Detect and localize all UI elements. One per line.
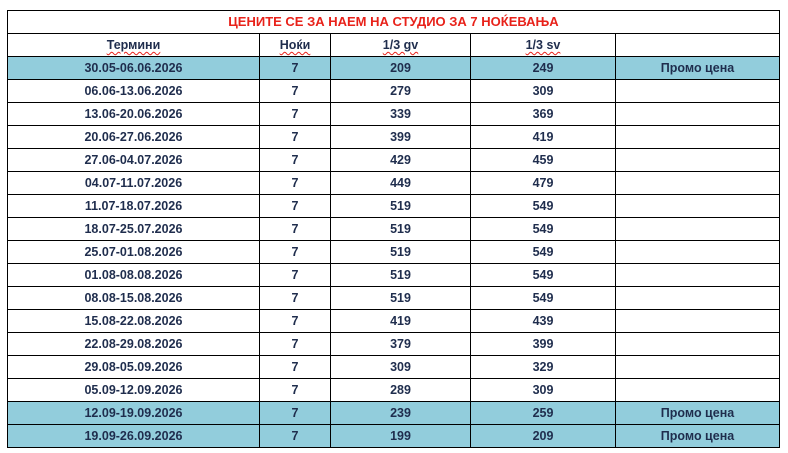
nights-cell: 7 [260, 425, 331, 448]
period-cell: 30.05-06.06.2026 [8, 57, 260, 80]
price-gv-cell: 519 [331, 287, 471, 310]
nights-cell: 7 [260, 103, 331, 126]
price-gv-cell: 379 [331, 333, 471, 356]
period-cell: 27.06-04.07.2026 [8, 149, 260, 172]
table-row [8, 103, 780, 126]
price-gv-cell: 419 [331, 310, 471, 333]
price-gv-cell: 519 [331, 195, 471, 218]
period-cell: 22.08-29.08.2026 [8, 333, 260, 356]
price-sv-cell: 549 [471, 195, 616, 218]
period-cell: 29.08-05.09.2026 [8, 356, 260, 379]
nights-cell: 7 [260, 241, 331, 264]
table-title: ЦЕНИТЕ СЕ ЗА НАЕМ НА СТУДИО ЗА 7 НОЌЕВАЊА [8, 11, 780, 34]
price-sv-cell: 549 [471, 264, 616, 287]
period-cell: 25.07-01.08.2026 [8, 241, 260, 264]
note-cell [616, 195, 780, 218]
price-table [7, 10, 780, 448]
price-sv-cell: 549 [471, 287, 616, 310]
price-sv-cell: 419 [471, 126, 616, 149]
note-cell [616, 356, 780, 379]
price-sv-cell: 209 [471, 425, 616, 448]
nights-cell: 7 [260, 195, 331, 218]
price-gv-cell: 309 [331, 356, 471, 379]
note-cell [616, 379, 780, 402]
note-cell [616, 126, 780, 149]
price-sv-cell: 309 [471, 80, 616, 103]
table-row [8, 241, 780, 264]
price-gv-cell: 289 [331, 379, 471, 402]
period-cell: 11.07-18.07.2026 [8, 195, 260, 218]
table-row [8, 379, 780, 402]
period-cell: 15.08-22.08.2026 [8, 310, 260, 333]
nights-cell: 7 [260, 379, 331, 402]
note-cell [616, 333, 780, 356]
header-note [616, 34, 780, 57]
price-gv-cell: 429 [331, 149, 471, 172]
header-period [8, 34, 260, 57]
note-cell [616, 241, 780, 264]
header-period-label: Термини [106, 38, 161, 52]
period-cell: 01.08-08.08.2026 [8, 264, 260, 287]
table-row [8, 356, 780, 379]
note-cell: Промо цена [616, 425, 780, 448]
price-gv-cell: 519 [331, 264, 471, 287]
note-cell [616, 264, 780, 287]
nights-cell: 7 [260, 402, 331, 425]
nights-cell: 7 [260, 126, 331, 149]
price-gv-cell: 279 [331, 80, 471, 103]
nights-cell: 7 [260, 264, 331, 287]
header-price-gv-label: 1/3 gv [382, 38, 419, 52]
price-gv-cell: 339 [331, 103, 471, 126]
nights-cell: 7 [260, 287, 331, 310]
period-cell: 18.07-25.07.2026 [8, 218, 260, 241]
period-cell: 12.09-19.09.2026 [8, 402, 260, 425]
nights-cell: 7 [260, 80, 331, 103]
header-row [8, 34, 780, 57]
price-sv-cell: 259 [471, 402, 616, 425]
price-sv-cell: 369 [471, 103, 616, 126]
note-cell [616, 149, 780, 172]
nights-cell: 7 [260, 218, 331, 241]
table-row [8, 310, 780, 333]
period-cell: 19.09-26.09.2026 [8, 425, 260, 448]
period-cell: 13.06-20.06.2026 [8, 103, 260, 126]
nights-cell: 7 [260, 310, 331, 333]
table-row [8, 172, 780, 195]
header-price-sv [471, 34, 616, 57]
period-cell: 20.06-27.06.2026 [8, 126, 260, 149]
price-sv-cell: 549 [471, 241, 616, 264]
note-cell [616, 172, 780, 195]
price-sv-cell: 459 [471, 149, 616, 172]
header-nights-label: Ноќи [279, 38, 311, 52]
price-gv-cell: 239 [331, 402, 471, 425]
table-row [8, 80, 780, 103]
period-cell: 06.06-13.06.2026 [8, 80, 260, 103]
price-gv-cell: 399 [331, 126, 471, 149]
table-row [8, 333, 780, 356]
price-sv-cell: 479 [471, 172, 616, 195]
table-row [8, 149, 780, 172]
note-cell: Промо цена [616, 57, 780, 80]
price-gv-cell: 199 [331, 425, 471, 448]
note-cell [616, 287, 780, 310]
table-row [8, 126, 780, 149]
price-sheet [7, 10, 779, 448]
table-row [8, 264, 780, 287]
note-cell [616, 103, 780, 126]
note-cell [616, 218, 780, 241]
header-price-sv-label: 1/3 sv [525, 38, 561, 52]
header-nights [260, 34, 331, 57]
nights-cell: 7 [260, 149, 331, 172]
table-row [8, 218, 780, 241]
period-cell: 08.08-15.08.2026 [8, 287, 260, 310]
table-row [8, 425, 780, 448]
nights-cell: 7 [260, 57, 331, 80]
table-row [8, 195, 780, 218]
period-cell: 05.09-12.09.2026 [8, 379, 260, 402]
price-sv-cell: 439 [471, 310, 616, 333]
price-gv-cell: 519 [331, 241, 471, 264]
nights-cell: 7 [260, 172, 331, 195]
period-cell: 04.07-11.07.2026 [8, 172, 260, 195]
note-cell: Промо цена [616, 402, 780, 425]
table-row [8, 402, 780, 425]
price-sv-cell: 249 [471, 57, 616, 80]
table-row [8, 287, 780, 310]
note-cell [616, 80, 780, 103]
table-row [8, 57, 780, 80]
price-sv-cell: 329 [471, 356, 616, 379]
nights-cell: 7 [260, 333, 331, 356]
note-cell [616, 310, 780, 333]
price-gv-cell: 519 [331, 218, 471, 241]
table-body [8, 57, 780, 448]
title-row [8, 11, 780, 34]
price-gv-cell: 209 [331, 57, 471, 80]
header-price-gv [331, 34, 471, 57]
price-sv-cell: 309 [471, 379, 616, 402]
price-sv-cell: 549 [471, 218, 616, 241]
nights-cell: 7 [260, 356, 331, 379]
price-gv-cell: 449 [331, 172, 471, 195]
price-sv-cell: 399 [471, 333, 616, 356]
